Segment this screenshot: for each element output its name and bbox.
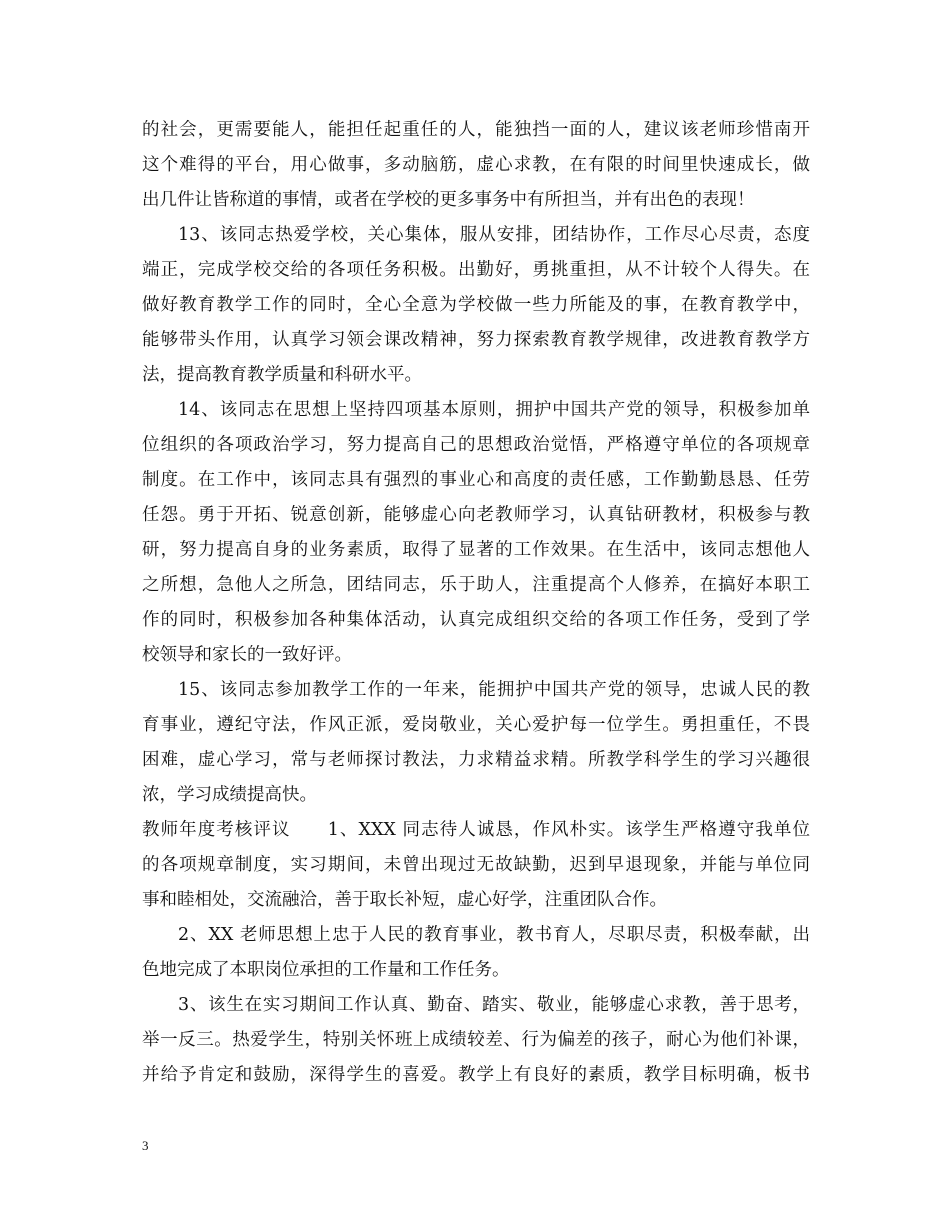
text-line: 举一反三。热爱学生，特别关怀班上成绩较差、行为偏差的孩子，耐心为他们补课， [142, 1030, 810, 1050]
paragraph-start-line: 13、该同志热爱学校，关心集体，服从安排，团结协作，工作尽心尽责，态度 [178, 225, 810, 245]
text-line: 困难，虚心学习，常与老师探讨教法，力求精益求精。所教学科学生的学习兴趣很 [142, 750, 810, 770]
text-line: 并给予肯定和鼓励，深得学生的喜爱。教学上有良好的素质，教学目标明确，板书 [142, 1065, 810, 1085]
text-line: 之所想，急他人之所急，团结同志，乐于助人，注重提高个人修养，在搞好本职工 [142, 575, 810, 595]
paragraph-start-line: 2、XX 老师思想上忠于人民的教育事业，教书育人，尽职尽责，积极奉献，出 [178, 925, 810, 945]
text-line: 研，努力提高自身的业务素质，取得了显著的工作效果。在生活中，该同志想他人 [142, 540, 810, 560]
text-line: 事和睦相处，交流融洽，善于取长补短，虚心好学，注重团队合作。 [142, 890, 667, 910]
page-number: 3 [142, 1138, 149, 1153]
paragraph-start-line: 3、该生在实习期间工作认真、勤奋、踏实、敬业，能够虚心求教，善于思考， [178, 995, 810, 1015]
text-line: 育事业，遵纪守法，作风正派，爱岗敬业，关心爱护每一位学生。勇担重任，不畏 [142, 715, 810, 735]
text-line: 出几件让皆称道的事情，或者在学校的更多事务中有所担当，并有出色的表现！ [142, 190, 755, 210]
paragraph-start-line: 14、该同志在思想上坚持四项基本原则，拥护中国共产党的领导，积极参加单 [178, 400, 810, 420]
text-line: 这个难得的平台，用心做事，多动脑筋，虚心求教，在有限的时间里快速成长，做 [142, 155, 810, 175]
text-line: 任怨。勇于开拓、锐意创新，能够虚心向老教师学习，认真钻研教材，积极参与教 [142, 505, 810, 525]
text-line: 的各项规章制度，实习期间，未曾出现过无故缺勤，迟到早退现象，并能与单位同 [142, 855, 810, 875]
text-line: 制度。在工作中，该同志具有强烈的事业心和高度的责任感，工作勤勤恳恳、任劳 [142, 470, 810, 490]
text-line: 色地完成了本职岗位承担的工作量和工作任务。 [142, 960, 510, 980]
paragraph-start-line: 15、该同志参加教学工作的一年来，能拥护中国共产党的领导，忠诚人民的教 [178, 680, 810, 700]
text-line: 位组织的各项政治学习，努力提高自己的思想政治觉悟，严格遵守单位的各项规章 [142, 435, 810, 455]
text-line: 的社会，更需要能人，能担任起重任的人，能独挡一面的人，建议该老师珍惜南开 [142, 120, 810, 140]
text-line: 浓，学习成绩提高快。 [142, 785, 317, 805]
text-line: 能够带头作用，认真学习领会课改精神，努力探索教育教学规律，改进教育教学方 [142, 330, 810, 350]
text-line: 法，提高教育教学质量和科研水平。 [142, 365, 422, 385]
text-line: 作的同时，积极参加各种集体活动，认真完成组织交给的各项工作任务，受到了学 [142, 610, 810, 630]
section-heading-line: 教师年度考核评议 1、XXX 同志待人诚恳，作风朴实。该学生严格遵守我单位 [142, 820, 810, 840]
text-line: 做好教育教学工作的同时，全心全意为学校做一些力所能及的事，在教育教学中， [142, 295, 810, 315]
document-body [142, 113, 810, 1093]
text-line: 端正，完成学校交给的各项任务积极。出勤好，勇挑重担，从不计较个人得失。在 [142, 260, 810, 280]
text-line: 校领导和家长的一致好评。 [142, 645, 352, 665]
